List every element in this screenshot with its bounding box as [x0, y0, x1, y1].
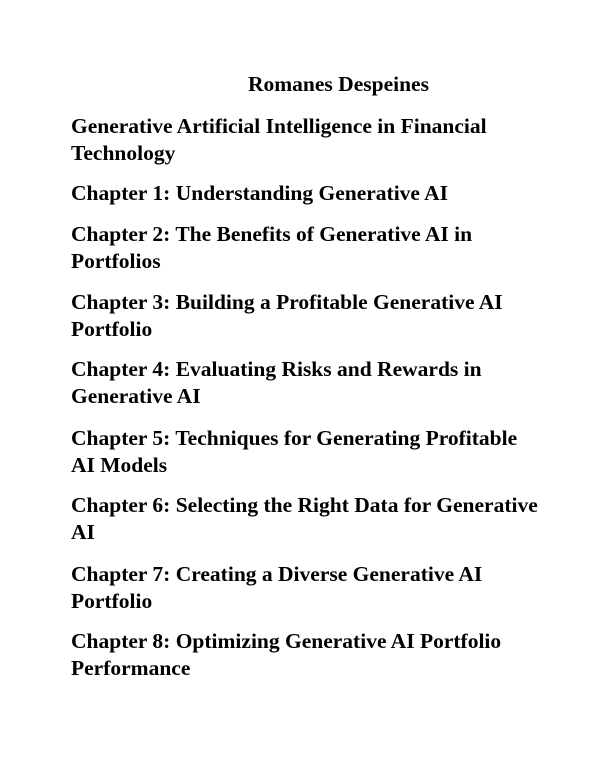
chapter-heading-5: Chapter 5: Techniques for Generating Profitable AI Models: [71, 426, 518, 477]
chapter-heading-1: Chapter 1: Understanding Generative AI: [71, 181, 449, 205]
book-title: Generative Artificial Intelligence in Financial Technology: [71, 114, 487, 165]
chapter-heading-7: Chapter 7: Creating a Diverse Generative AI Portfolio: [71, 562, 483, 613]
chapter-heading-4: Chapter 4: Evaluating Risks and Rewards in Generative AI: [71, 357, 482, 408]
chapter-heading-2: Chapter 2: The Benefits of Generative AI in Portfolios: [71, 222, 473, 273]
chapter-heading-8: Chapter 8: Optimizing Generative AI Portfolio Performance: [71, 629, 502, 680]
author-name: Romanes Despeines: [248, 72, 429, 96]
chapter-heading-6: Chapter 6: Selecting the Right Data for Generative AI: [71, 493, 538, 544]
chapter-heading-3: Chapter 3: Building a Profitable Generative AI Portfolio: [71, 290, 503, 341]
